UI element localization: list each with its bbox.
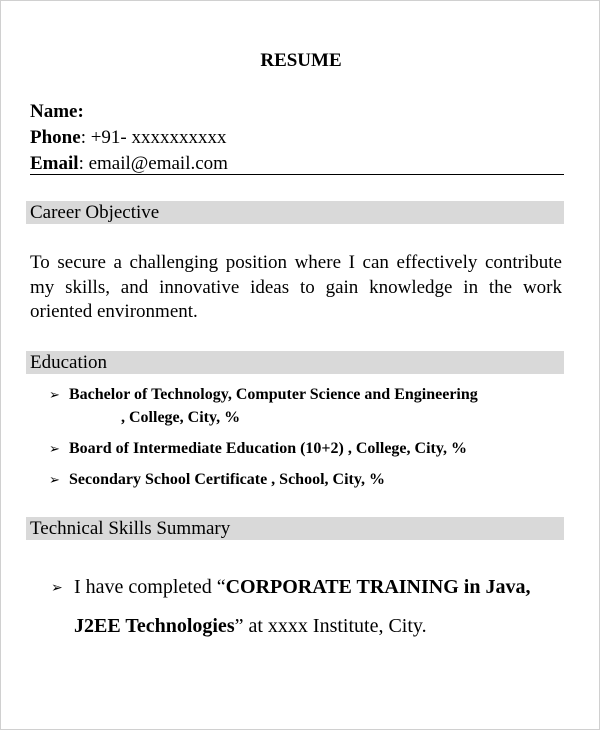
email-label: Email <box>30 153 79 174</box>
email-value: : email@email.com <box>78 153 228 174</box>
technical-skills-line-1 <box>74 575 530 599</box>
education-item-text: Secondary School Certificate , School, City, % <box>69 471 385 488</box>
name-row <box>30 99 228 125</box>
career-objective-heading: Career Objective <box>30 202 160 223</box>
technical-skills-heading: Technical Skills Summary <box>30 518 231 539</box>
education-item <box>49 438 467 461</box>
technical-skills-emphasis: J2EE Technologies <box>74 615 235 637</box>
phone-value: : +91- xxxxxxxxxx <box>80 127 227 148</box>
education-bar <box>26 351 564 374</box>
arrowhead-bullet-icon: ➢ <box>49 473 60 488</box>
education-item <box>49 469 385 492</box>
arrowhead-bullet-icon: ➢ <box>51 580 63 596</box>
arrowhead-bullet-icon: ➢ <box>49 442 60 457</box>
phone-row <box>30 125 228 151</box>
header-divider <box>30 174 564 175</box>
education-item-text: Board of Intermediate Education (10+2) , College, City, % <box>69 440 467 457</box>
technical-skills-emphasis: CORPORATE TRAINING in Java, <box>225 576 531 598</box>
education-item <box>49 384 478 407</box>
education-item-continuation: , College, City, % <box>121 409 241 426</box>
education-item-text: Bachelor of Technology, Computer Science and Engineering <box>69 386 478 403</box>
technical-skills-line-2 <box>74 614 427 638</box>
contact-block <box>30 99 228 177</box>
education-heading: Education <box>30 352 108 373</box>
technical-skills-text: ” at xxxx Institute, City. <box>234 615 427 637</box>
page-title: RESUME <box>260 50 342 71</box>
arrowhead-bullet-icon: ➢ <box>49 388 60 403</box>
career-objective-bar <box>26 201 564 224</box>
career-objective-text: To secure a challenging position where I can effectively contribute my skills, and innovative ideas to gain knowledge in the work oriented environment. <box>30 252 562 322</box>
name-label: Name: <box>30 101 84 122</box>
phone-label: Phone <box>30 127 81 148</box>
technical-skills-text: I have completed “ <box>74 576 226 598</box>
technical-skills-bar <box>26 517 564 540</box>
